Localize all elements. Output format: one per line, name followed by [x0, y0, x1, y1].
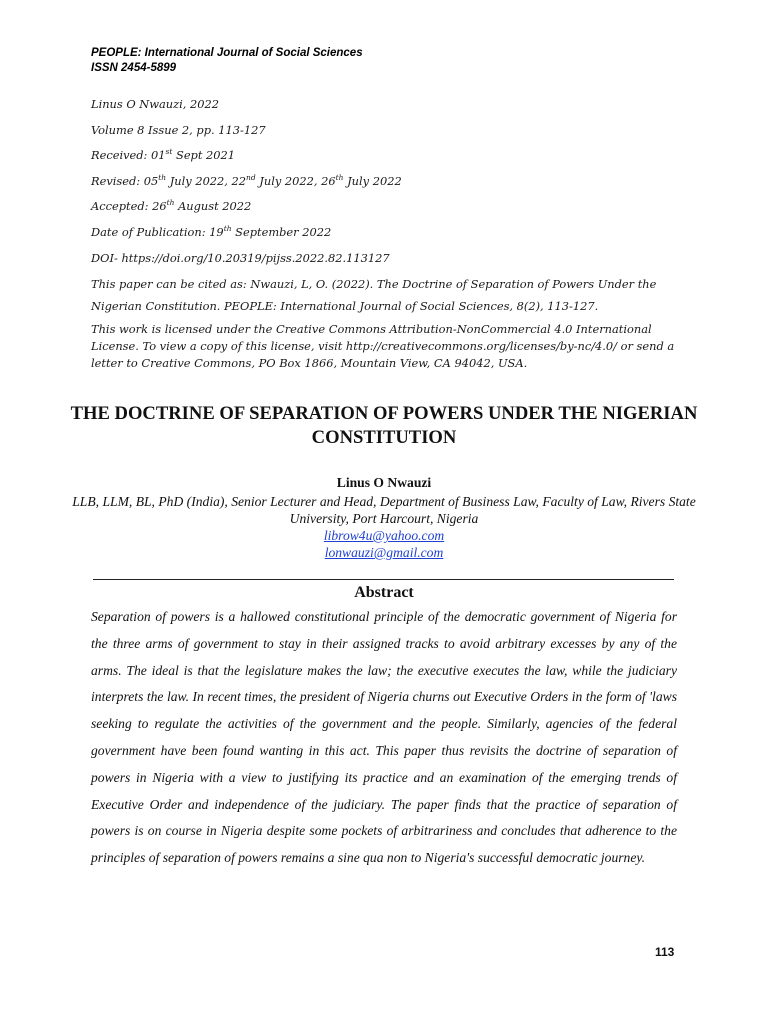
publication-date: Date of Publication: 19th September 2022 [91, 224, 332, 239]
citation-text: This paper can be cited as: Nwauzi, L, O. (2022). The Doctrine of Separation of Powers Under the Nigerian Constitution. PEOPLE: International Journal of Social Sciences, 8(2), 113-127. [91, 277, 657, 314]
author-block [70, 474, 698, 561]
section-divider [93, 579, 674, 580]
journal-name: PEOPLE: International Journal of Social Sciences [91, 47, 363, 59]
doi-link[interactable]: DOI- https://doi.org/10.20319/pijss.2022.82.113127 [91, 250, 390, 265]
author-name: Linus O Nwauzi [336, 475, 432, 490]
article-metadata [91, 94, 681, 372]
email-link-yahoo[interactable]: librow4u@yahoo.com [323, 528, 445, 543]
email-link-gmail[interactable]: lonwauzi@gmail.com [324, 545, 444, 560]
received-date: Received: 01st Sept 2021 [91, 147, 236, 163]
abstract-body: Separation of powers is a hallowed constitutional principle of the democratic government of Nigeria for the three arms of government to stay in their assigned tracks to avoid arbitrary excesses by any of the arms. The ideal is that the legislature makes the law; the executive executes the law, while the judiciary interprets the law. In recent times, the president of Nigeria churns out Executive Orders in the form of 'laws seeking to regulate the activities of the government and the people. Similarly, agencies of the federal government have been found wanting in this act. This paper thus revisits the doctrine of separation of powers in Nigeria with a view to justifying its practice and an examination of the emerging trends of Executive Order and independence of the judiciary. The paper finds that the practice of separation of powers is on course in Nigeria despite some pockets of arbitrariness and concludes that adherence to the principles of separation of powers remains a sine qua non to Nigeria's successful democratic journey. [91, 609, 677, 866]
abstract-heading: Abstract [354, 584, 414, 601]
author-year: Linus O Nwauzi, 2022 [91, 97, 220, 111]
license-text: This work is licensed under the Creative Commons Attribution-NonCommercial 4.0 International License. To view a copy of this license, visit http://creativecommons.org/licenses/by-nc/4.0/ or send a letter to Creative Commons, PO Box 1866, Mountain View, CA 94042, USA. [91, 322, 675, 371]
journal-header [91, 46, 363, 76]
page-number: 113 [655, 945, 675, 959]
journal-issn: ISSN 2454-5899 [91, 62, 177, 74]
accepted-date: Accepted: 26th August 2022 [91, 198, 252, 214]
author-affiliation: LLB, LLM, BL, PhD (India), Senior Lecturer and Head, Department of Business Law, Faculty of Law, Rivers State University, Port Harcourt, Nigeria [72, 494, 696, 526]
paper-title: THE DOCTRINE OF SEPARATION OF POWERS UNDER THE NIGERIAN CONSTITUTION [70, 403, 698, 448]
volume-issue: Volume 8 Issue 2, pp. 113-127 [91, 122, 266, 137]
revised-dates: Revised: 05th July 2022, 22nd July 2022, 26th July 2022 [91, 172, 402, 188]
